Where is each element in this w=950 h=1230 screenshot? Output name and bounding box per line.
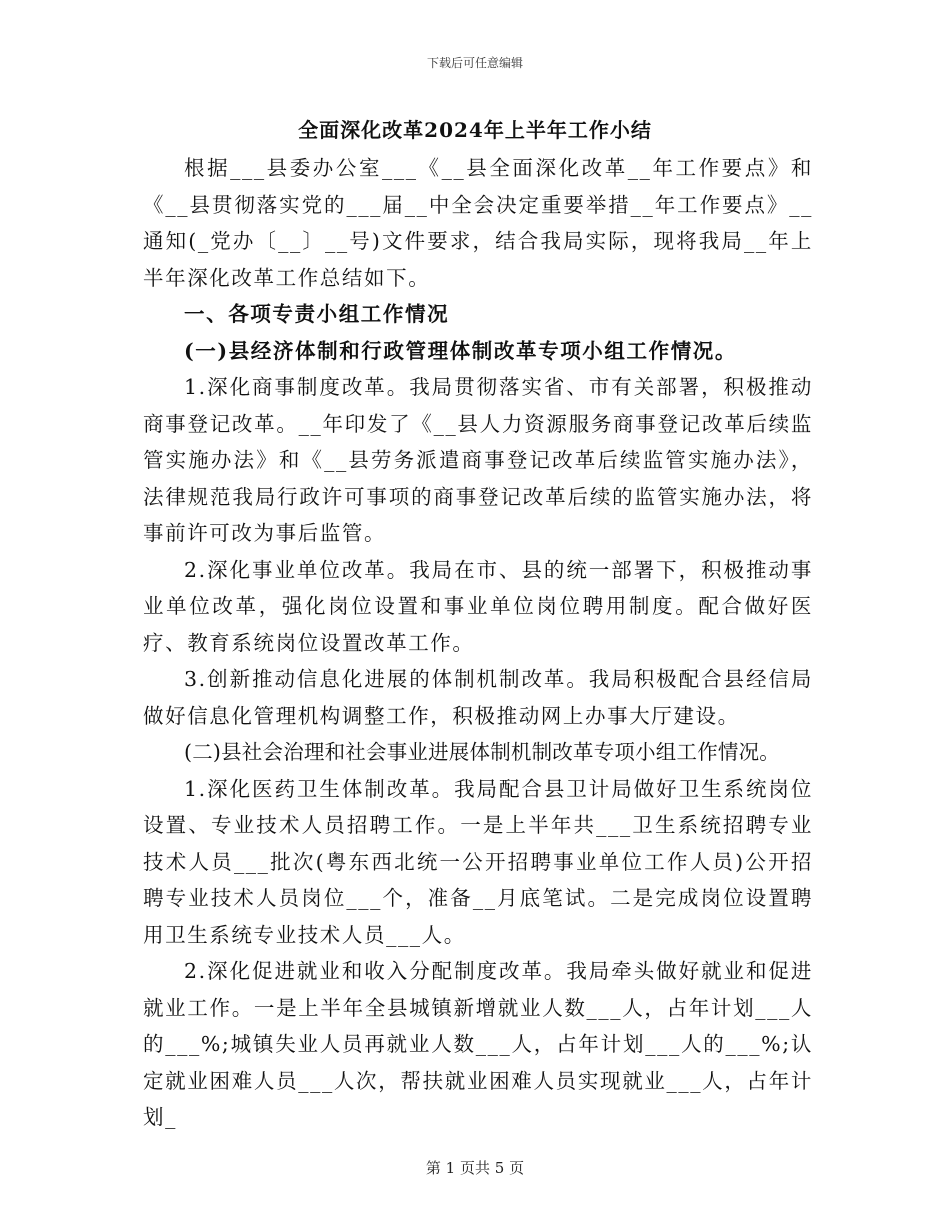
intro-paragraph: 根据___县委办公室___《__县全面深化改革__年工作要点》和《__县贯彻落实党的___届__中全会决定重要举措__年工作要点》__通知(_党办〔__〕__号)文件要求，结合我局实际，现将我局__年上半年深化改革工作总结如下。 — [143, 156, 813, 290]
document-title: 全面深化改革2024年上半年工作小结 — [298, 118, 652, 142]
header-note: 下载后可任意编辑 — [426, 56, 523, 70]
paragraph-item-1-3: 3.创新推动信息化进展的体制机制改革。我局积极配合县经信局做好信息化管理机构调整工作，积极推动网上办事大厅建设。 — [143, 667, 813, 728]
paragraph-item-2-1: 1.深化医药卫生体制改革。我局配合县卫计局做好卫生系统岗位设置、专业技术人员招聘工作。一是上半年共___卫生系统招聘专业技术人员___批次(粤东西北统一公开招聘事业单位工作人员)公开招聘专业技术人员岗位___个，准备__月底笔试。二是完成岗位设置聘用卫生系统专业技术人员___人。 — [143, 776, 813, 947]
document-body — [143, 150, 813, 1136]
page-number: 第 1 页共 5 页 — [425, 1159, 525, 1177]
subsection-heading-1: (一)县经济体制和行政管理体制改革专项小组工作情况。 — [184, 338, 737, 363]
paragraph-item-2-2: 2.深化促进就业和收入分配制度改革。我局牵头做好就业和促进就业工作。一是上半年全县城镇新增就业人数___人，占年计划___人的___%;城镇失业人员再就业人数___人，占年计划___人的___%;认定就业困难人员___人次，帮扶就业困难人员实现就业___人，占年计划_ — [143, 959, 813, 1129]
subsection-heading-2: (二)县社会治理和社会事业进展体制机制改革专项小组工作情况。 — [184, 740, 780, 764]
section-heading-1: 一、各项专责小组工作情况 — [184, 302, 450, 326]
paragraph-item-1-1: 1.深化商事制度改革。我局贯彻落实省、市有关部署，积极推动商事登记改革。__年印发了《__县人力资源服务商事登记改革后续监管实施办法》和《__县劳务派遣商事登记改革后续监管实施办法》，法律规范我局行政许可事项的商事登记改革后续的监管实施办法，将事前许可改为事后监管。 — [143, 375, 813, 545]
paragraph-item-1-2: 2.深化事业单位改革。我局在市、县的统一部署下，积极推动事业单位改革，强化岗位设置和事业单位岗位聘用制度。配合做好医疗、教育系统岗位设置改革工作。 — [143, 557, 813, 655]
